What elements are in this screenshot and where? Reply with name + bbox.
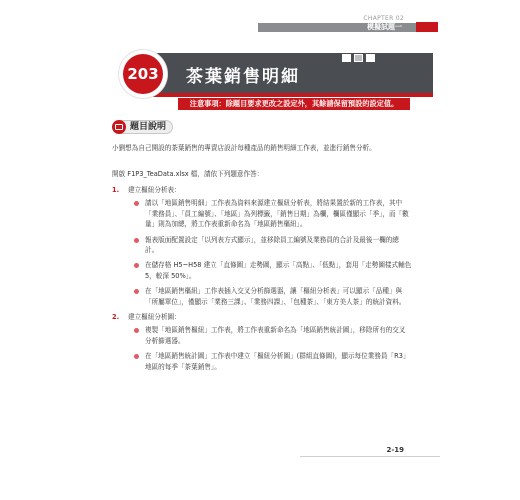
notice-banner: 注意事項：除題目要求更改之設定外，其餘請保留預設的設定值。 [178,98,410,110]
list-item-text: 在「地區銷售樞紐」工作表插入交叉分析篩選器，讓「樞紐分析表」可以顯示「品種」與「所屬單位」，僅顯示「業務三課」、「業務四課」、「包種茶」、「東方美人茶」的統計資料。 [145,287,406,306]
task-heading [112,312,412,322]
bullet-icon [134,289,139,294]
bullet-icon [134,238,139,243]
bullet-icon [134,201,139,206]
bullet-icon [134,263,139,268]
exercise-number-badge: 203 [123,54,163,94]
list-item-text: 請以「地區銷售明細」工作表為資料來源建立樞紐分析表，將結果置於新的工作表，其中「業務員」、「員工編號」、「地區」為列標籤，「銷售日期」為欄，欄區僅顯示「季」，而「數量」則為加總，將工作表重新命名為「地區銷售樞紐」。 [145,199,409,229]
chapter-label: CHAPTER 02 [363,15,404,22]
list-item-text: 在儲存格 H5~H58 建立「直條圖」走勢圖，顯示「高點」、「低點」，套用「走勢圖樣式輔色 5，較深 50%」。 [145,261,412,280]
chapter-title: 模擬試題一 [367,23,402,31]
bullet-icon [134,328,139,333]
square-icon [354,54,363,62]
chapter-bar [258,23,438,32]
list-item-text: 報表版面配置設定「以列表方式顯示」，並移除員工編號及業務員的合計及最後一欄的總計。 [145,235,399,255]
task-bullets [134,198,412,307]
section-heading-label: 題目說明 [120,120,173,134]
task-number: 2. [112,313,120,322]
square-icon [366,54,375,62]
task-bullets [134,325,412,372]
task-title: 建立樞紐分析表： [128,186,181,194]
intro-paragraph: 小劉想為自己開設的茶葉銷售的專賣店設計每種產品的銷售明細工作表，並進行銷售分析。 [112,144,376,152]
square-icon [342,54,351,62]
page-number: 2-19 [386,446,404,454]
list-item [134,260,412,281]
open-file-instruction: 開啟 F1P3_TeaData.xlsx 檔，請依下列題意作答： [112,170,264,178]
footer-divider [300,456,440,457]
list-item-text: 複製「地區銷售樞紐」工作表，將工作表重新命名為「地區銷售統計圖」，移除所有的交叉分析篩選器。 [145,326,406,345]
task-number: 1. [112,186,120,194]
list-item [134,351,412,372]
list-item-text: 在「地區銷售統計圖」工作表中建立「樞紐分析圖」(群組直條圖)，顯示每位業務員「R3」地區的每季「茶葉銷售」。 [145,352,410,371]
task-list [112,185,412,377]
chapter-accent [416,22,438,32]
list-item [134,325,412,346]
list-item [134,235,412,256]
document-icon [112,120,126,134]
task-heading [112,185,412,195]
banner-squares [342,54,375,62]
list-item [134,286,412,307]
list-item [134,198,412,229]
task-title: 建立樞紐分析圖： [128,313,181,322]
page-title: 茶葉銷售明細 [186,67,300,87]
bullet-icon [134,354,139,359]
section-heading [112,120,173,134]
